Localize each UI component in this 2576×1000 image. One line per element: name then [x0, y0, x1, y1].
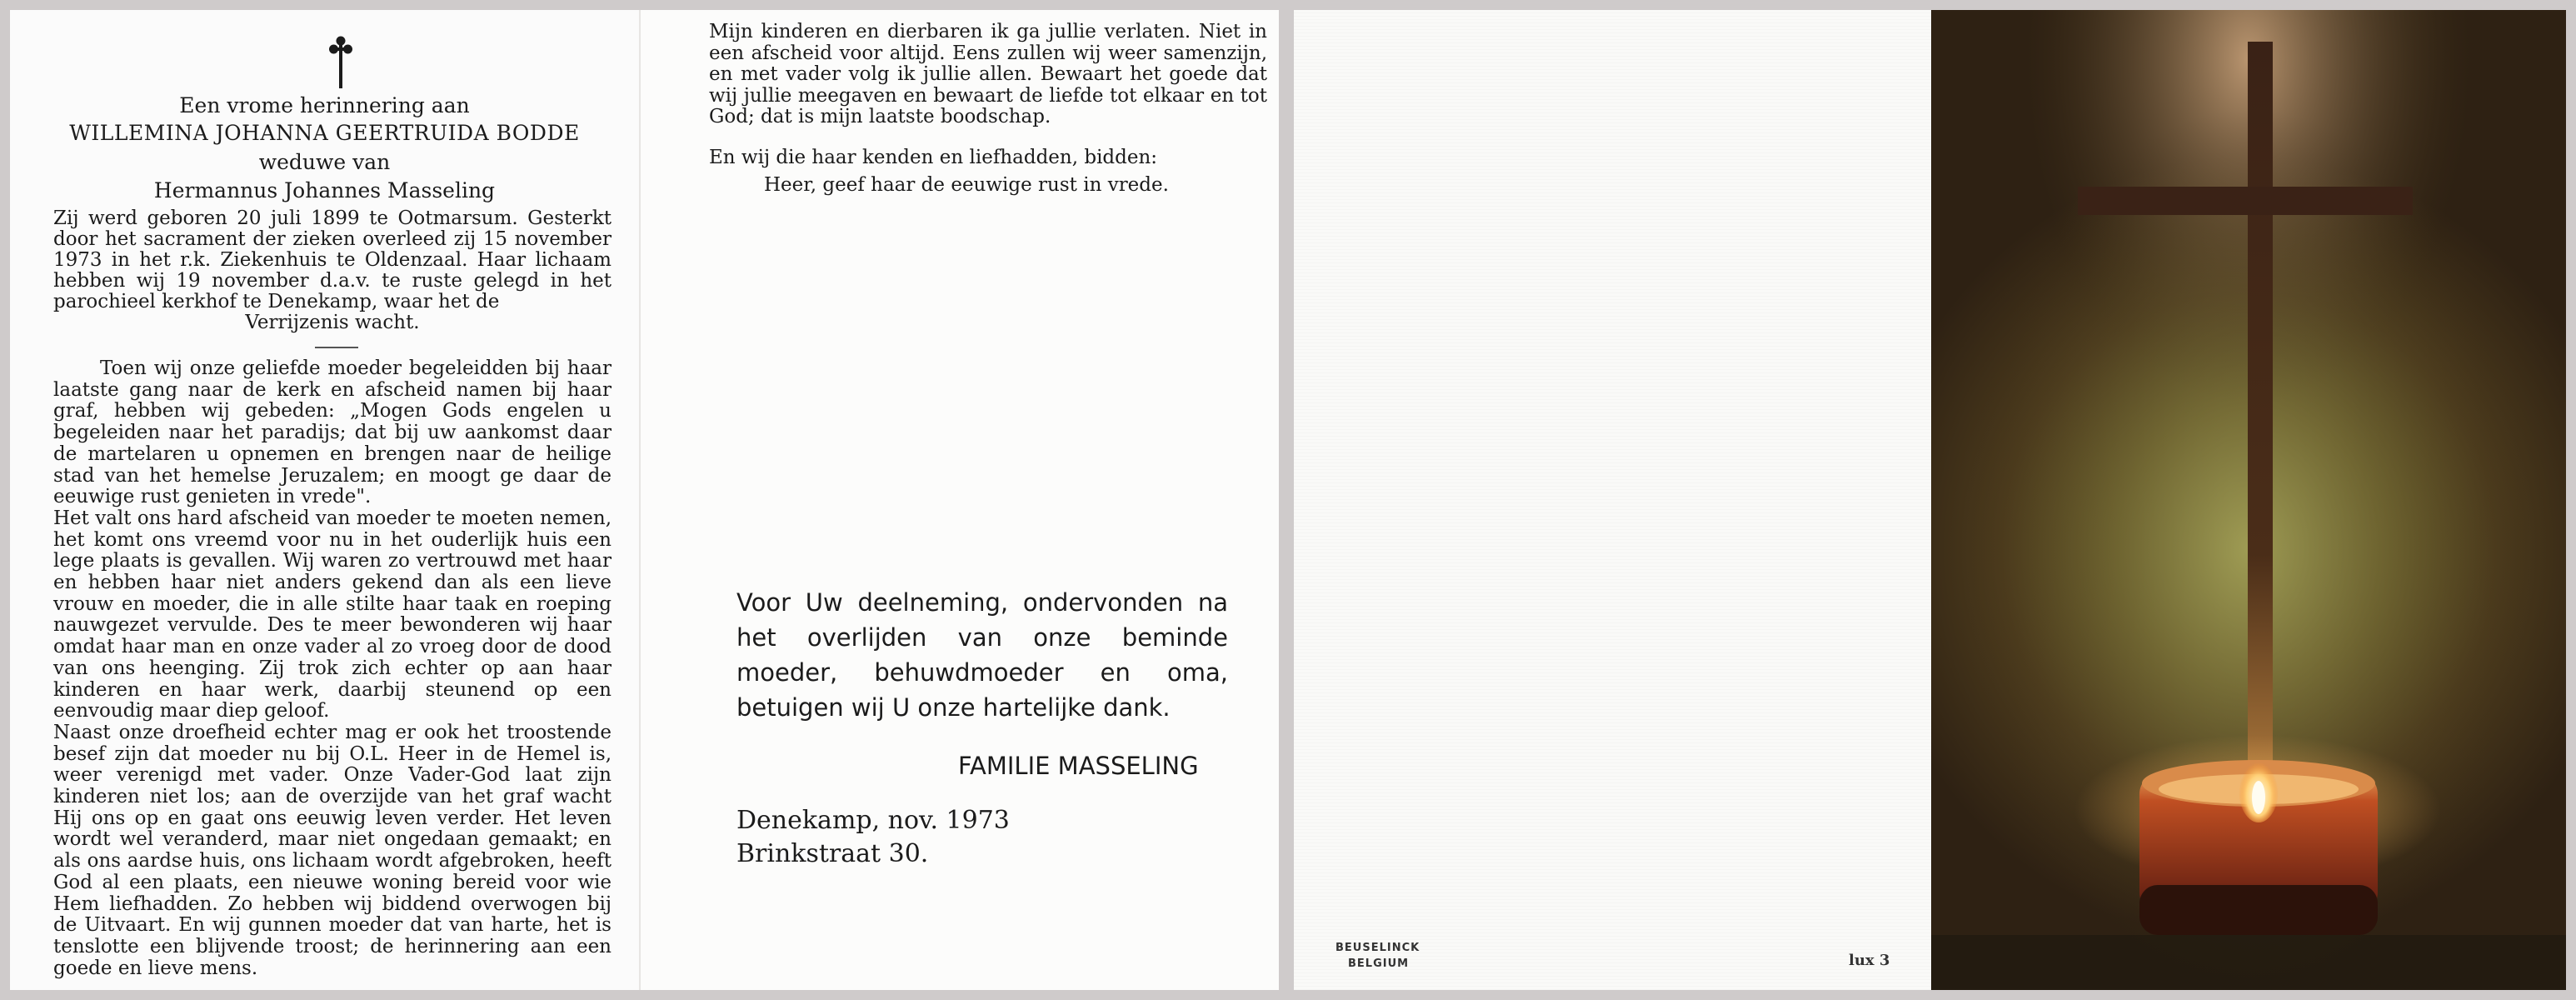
thanks-text: Voor Uw deelneming, ondervonden na het overlijden van onze beminde moeder, behuwdmoeder en oma, betuigen wij U onze hartelijke dank.: [736, 588, 1228, 722]
publisher-country: BELGIUM: [1348, 958, 1410, 970]
biography-main: Zij werd geboren 20 juli 1899 te Ootmarsum. Gesterkt door het sacrament der zieken overleed zij 15 november 1973 in het r.k. Ziekenhuis te Oldenzaal. Haar lichaam hebben wij 19 november d.a.v. te ruste gelegd in het parochieel kerkhof te Denekamp, waar het de: [53, 208, 612, 312]
card-back-page: [1294, 10, 1931, 990]
prayer-intro: En wij die haar kenden en liefhadden, bidden:: [709, 147, 1158, 168]
paragraph-2: Het valt ons hard afscheid van moeder te moeten nemen, het komt ons vreemd voor nu in het ouderlijk huis een lege plaats is gevallen. Wij waren zo vertrouwd met haar en hebben haar niet anders gekend dan als een lieve vrouw en moeder, die in alle stilte haar taak en roeping nauwgezet vervulde. Des te meer bewonderen wij haar omdat haar man en onze vader al zo vroeg door de dood van ons heenging. Zij trok zich echter op aan haar kinderen en haar werk, daarbij steunend op een eenvoudig maar diep geloof.: [53, 507, 612, 722]
widow-of-label: weduwe van: [258, 150, 391, 174]
spouse-name: Hermannus Johannes Masseling: [153, 178, 496, 202]
place-date: Denekamp, nov. 1973: [736, 806, 1010, 835]
heading-intro: Een vrome herinnering aan: [179, 93, 470, 118]
biography: [53, 208, 612, 333]
cross-vertical: [2248, 42, 2273, 775]
prayer: Heer, geef haar de eeuwige rust in vrede.: [764, 174, 1169, 196]
paragraph-1: Toen wij onze geliefde moeder begeleidden bij haar laatste gang naar de kerk en afscheid namen bij haar graf, hebben wij gebeden: „Mogen Gods engelen u begeleiden naar het paradijs; dat bij uw aankomst daar de martelaren u opnemen en brengen naar de heilige stad van het hemelse Jeruzalem; en moogt ge daar de eeuwige rust genieten in vrede".: [53, 358, 612, 508]
family-signature: FAMILIE MASSELING: [958, 752, 1199, 780]
cross-ornament-icon: [328, 35, 353, 90]
cross-image: [1931, 10, 2566, 990]
paragraph-3: Naast onze droefheid echter mag er ook het troostende besef zijn dat moeder nu bij O.L. Heer in de Hemel is, weer verenigd met vader. Onze Vader-God laat zijn kinderen niet los; aan de overzijde van het graf wacht Hij ons op en gaat ons eeuwig leven verder. Het leven wordt wel veranderd, maar niet ongedaan gemaakt; en als ons aardse huis, ons lichaam wordt afgebroken, heeft God al een plaats, een nieuwe woning bereid voor wie Hem liefhadden. Zo hebben wij biddend overwogen bij de Uitvaart. En wij gunnen moeder dat van harte, het is tenslotte een blijvende troost; de herinnering aan een goede en lieve mens.: [53, 721, 612, 979]
fold-line: [639, 10, 641, 990]
card-middle-page: [639, 10, 1279, 990]
publisher-name: BEUSELINCK: [1335, 942, 1420, 954]
farewell-text: Mijn kinderen en dierbaren ik ga jullie verlaten. Niet in een afscheid voor altijd. Eens zullen wij weer samenzijn, en met vader volg ik jullie allen. Bewaart het goede dat wij jullie meegaven en bewaart de liefde tot elkaar en tot God; dat is mijn laatste boodschap.: [709, 21, 1267, 128]
card-front-photo: [1931, 10, 2566, 990]
deceased-name: WILLEMINA JOHANNA GEERTRUIDA BODDE: [69, 121, 580, 145]
biography-last-line: Verrijzenis wacht.: [245, 312, 420, 333]
card-left-page: [10, 10, 639, 990]
cross-horizontal: [2078, 187, 2413, 215]
series-label: lux 3: [1849, 952, 1890, 969]
divider: [315, 347, 358, 348]
memorial-text: [53, 358, 612, 979]
street-address: Brinkstraat 30.: [736, 839, 929, 868]
